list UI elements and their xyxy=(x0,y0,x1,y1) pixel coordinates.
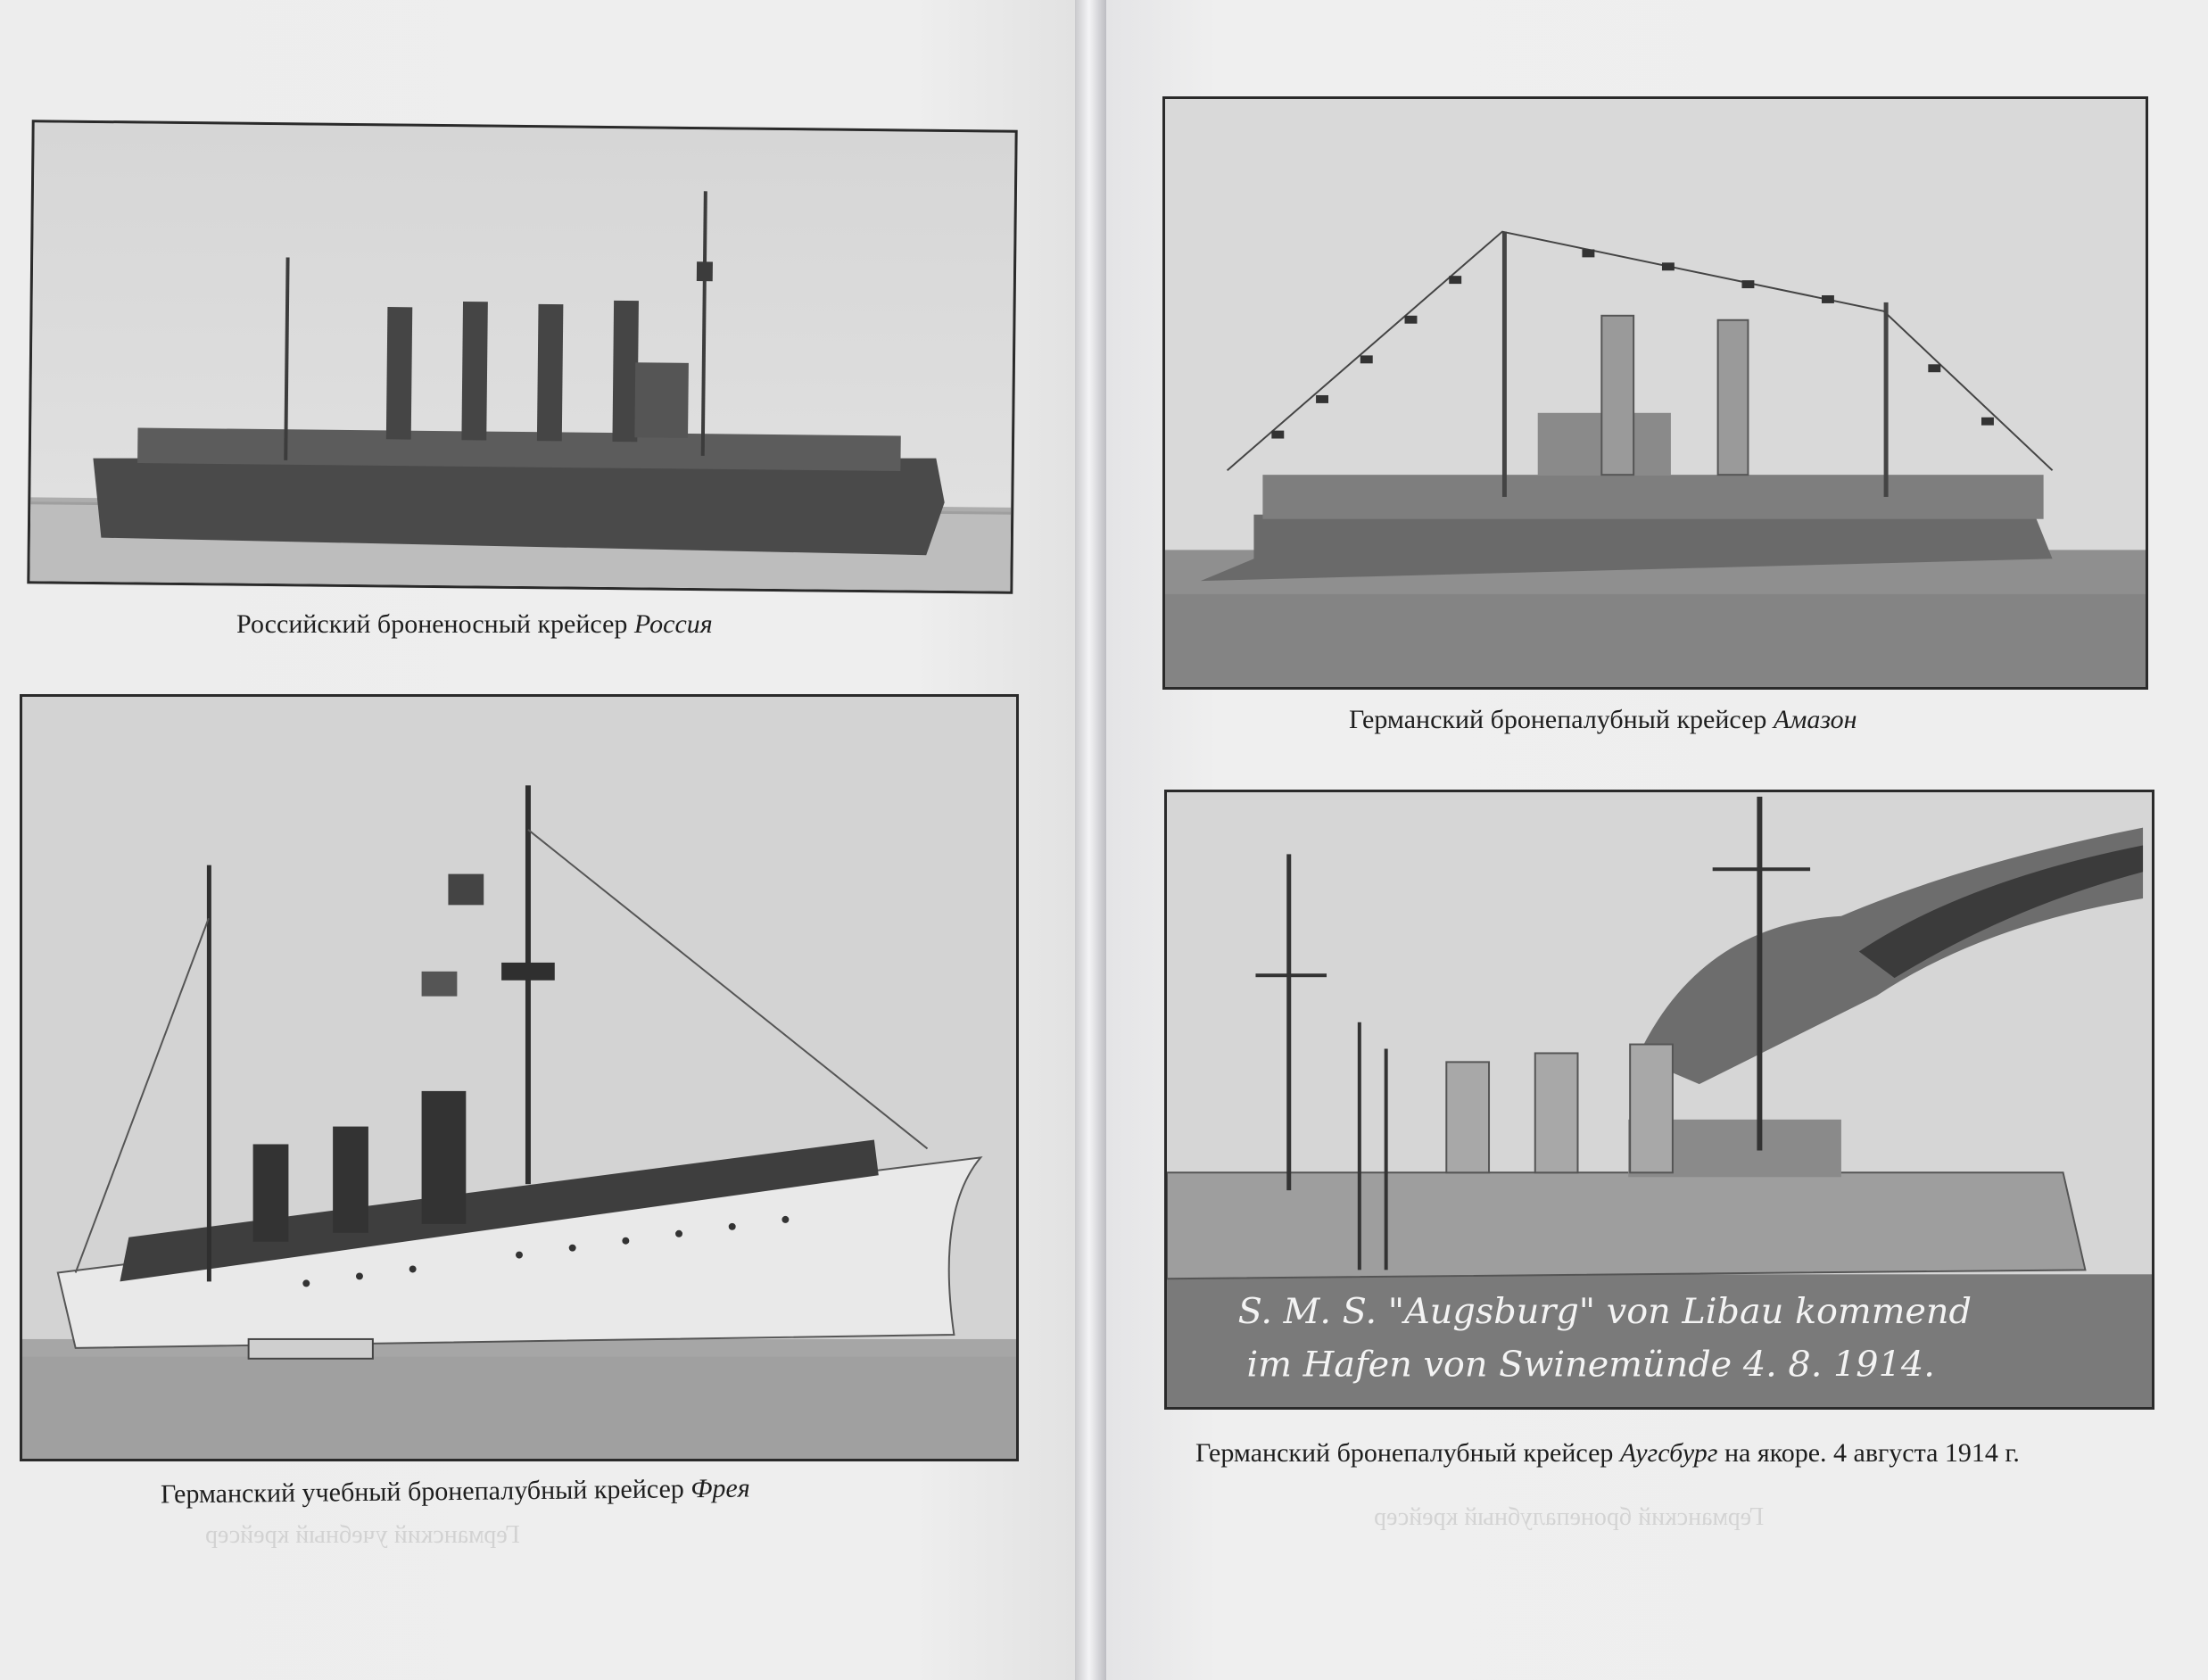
caption-augsburg xyxy=(1195,1438,2020,1469)
book-gutter xyxy=(1075,0,1106,1680)
caption-amazon xyxy=(1349,705,1857,735)
caption-amazon-prefix: Германский бронепалубный крейсер xyxy=(1349,705,1767,734)
photo-cruiser-rossiya xyxy=(27,120,1017,594)
show-through-text: Германский учебный крейсер xyxy=(205,1521,520,1549)
caption-amazon-ship-name: Амазон xyxy=(1773,705,1857,734)
photo-inscription-line-2: im Hafen von Swinemünde 4. 8. 1914. xyxy=(1246,1344,1935,1386)
caption-freya-prefix: Германский учебный бронепалубный крейсер xyxy=(160,1474,684,1510)
caption-freya xyxy=(161,1474,750,1510)
caption-augsburg-suffix: на якоре. 4 августа 1914 г. xyxy=(1724,1438,2020,1468)
caption-augsburg-prefix: Германский бронепалубный крейсер xyxy=(1195,1438,1614,1468)
caption-augsburg-ship-name: Аугсбург xyxy=(1619,1438,1718,1468)
photo-inscription-line-1: S. M. S. "Augsburg" von Libau kommend xyxy=(1237,1290,1972,1332)
photo-cruiser-freya xyxy=(20,694,1019,1461)
photo-cruiser-augsburg xyxy=(1164,790,2154,1410)
caption-rossiya-ship-name: Россия xyxy=(633,609,713,639)
caption-freya-ship-name: Фрея xyxy=(691,1473,750,1504)
photo-cruiser-amazon xyxy=(1162,96,2148,690)
caption-rossiya xyxy=(236,609,713,640)
caption-rossiya-prefix: Российский броненосный крейсер xyxy=(236,609,628,639)
show-through-text: Германский бронепалубный крейсер xyxy=(1374,1503,1765,1531)
